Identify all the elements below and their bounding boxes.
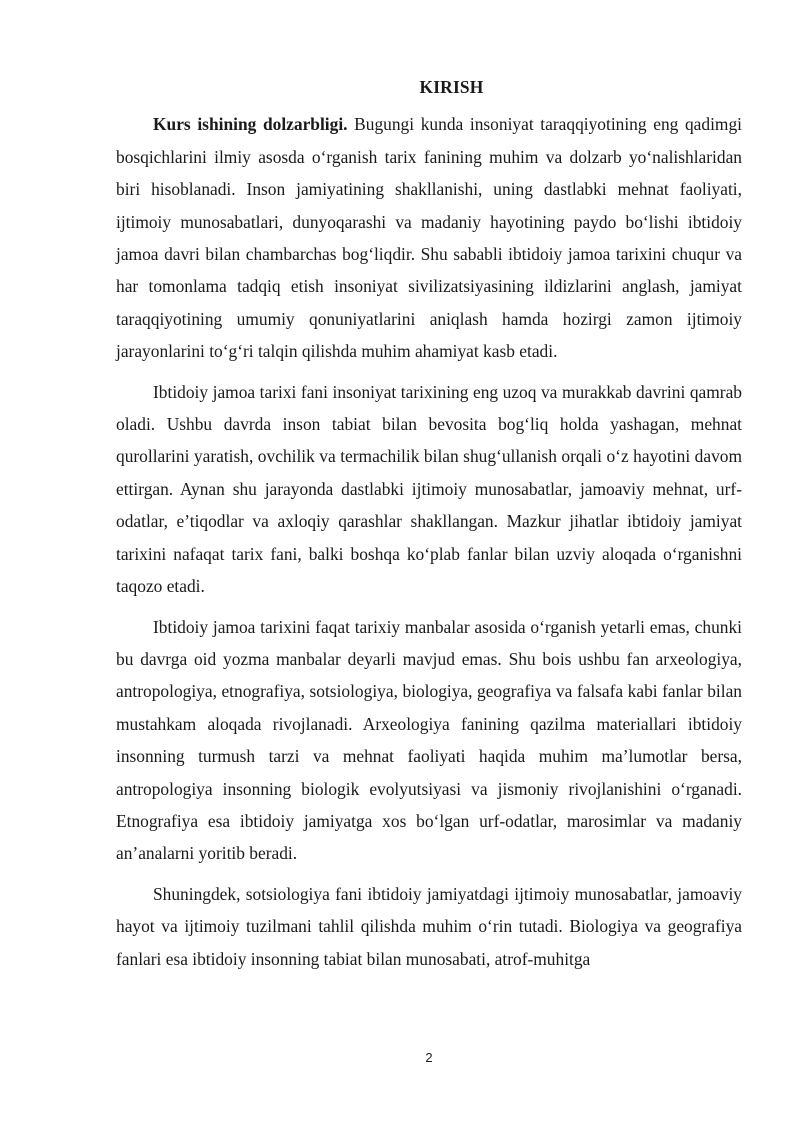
paragraph-history-scope bbox=[116, 376, 742, 603]
paragraph-lead: Kurs ishining dolzarbligi. bbox=[153, 114, 348, 135]
section-heading: KIRISH bbox=[419, 77, 484, 97]
paragraph-relevance bbox=[116, 108, 742, 367]
page-number: 2 bbox=[425, 1050, 433, 1065]
paragraph-text: Shuningdek, sotsiologiya fani ibtidoiy jamiyatdagi ijtimoiy munosabatlar, jamoaviy hayot va ijtimoiy tuzilmani tahlil qilishda muhim o‘rin tutadi. Biologiya va geografiya fanlari esa ibtidoiy insonning tabiat bilan munosabati, atrof-muhitga bbox=[116, 883, 742, 969]
paragraph-text: Ibtidoiy jamoa tarixini faqat tarixiy manbalar asosida o‘rganish yetarli emas, chunki bu davrga oid yozma manbalar deyarli mavjud emas. Shu bois ushbu fan arxeologiya, antropologiya, etnografiya, sotsiologiya, biologiya, geografiya va falsafa kabi fanlar bilan mustahkam aloqada rivojlanadi. Arxeologiya fanining qazilma materiallari ibtidoiy insonning turmush tarzi va mehnat faoliyati haqida muhim ma’lumotlar bersa, antropologiya insonning biologik evolyutsiyasi va jismoniy rivojlanishini o‘rganadi. Etnografiya esa ibtidoiy jamiyatga xos bo‘lgan urf-odatlar, marosimlar va madaniy an’analarni yoritib beradi. bbox=[116, 616, 742, 864]
document-body bbox=[116, 71, 742, 983]
paragraph-text: Ibtidoiy jamoa tarixi fani insoniyat tarixining eng uzoq va murakkab davrini qamrab oladi. Ushbu davrda inson tabiat bilan bevosita bog‘liq holda yashagan, mehnat qurollarini yaratish, ovchilik va termachilik bilan shug‘ullanish orqali o‘z hayotini davom ettirgan. Aynan shu jarayonda dastlabki ijtimoiy munosabatlar, jamoaviy mehnat, urf-odatlar, e’tiqodlar va axloqiy qarashlar shakllangan. Mazkur jihatlar ibtidoiy jamiyat tarixini nafaqat tarix fani, balki boshqa ko‘plab fanlar bilan uzviy aloqada o‘rganishni taqozo etadi. bbox=[116, 381, 742, 597]
paragraph-text: Bugungi kunda insoniyat taraqqiyotining eng qadimgi bosqichlarini ilmiy asosda o‘rganish tarix fanining muhim va dolzarb yo‘nalishlaridan biri hisoblanadi. Inson jamiyatining shakllanishi, uning dastlabki mehnat faoliyati, ijtimoiy munosabatlari, dunyoqarashi va madaniy hayotining paydo bo‘lishi ibtidoiy jamoa davri bilan chambarchas bog‘liqdir. Shu sababli ibtidoiy jamoa tarixini chuqur va har tomonlama tadqiq etish insoniyat sivilizatsiyasining ildizlarini anglash, jamiyat taraqqiyotining umumiy qonuniyatlarini aniqlash hamda hozirgi zamon ijtimoiy jarayonlarini to‘g‘ri talqin qilishda muhim ahamiyat kasb etadi. bbox=[116, 114, 742, 362]
paragraph-sociology bbox=[116, 878, 742, 975]
paragraph-interdisciplinary bbox=[116, 611, 742, 870]
